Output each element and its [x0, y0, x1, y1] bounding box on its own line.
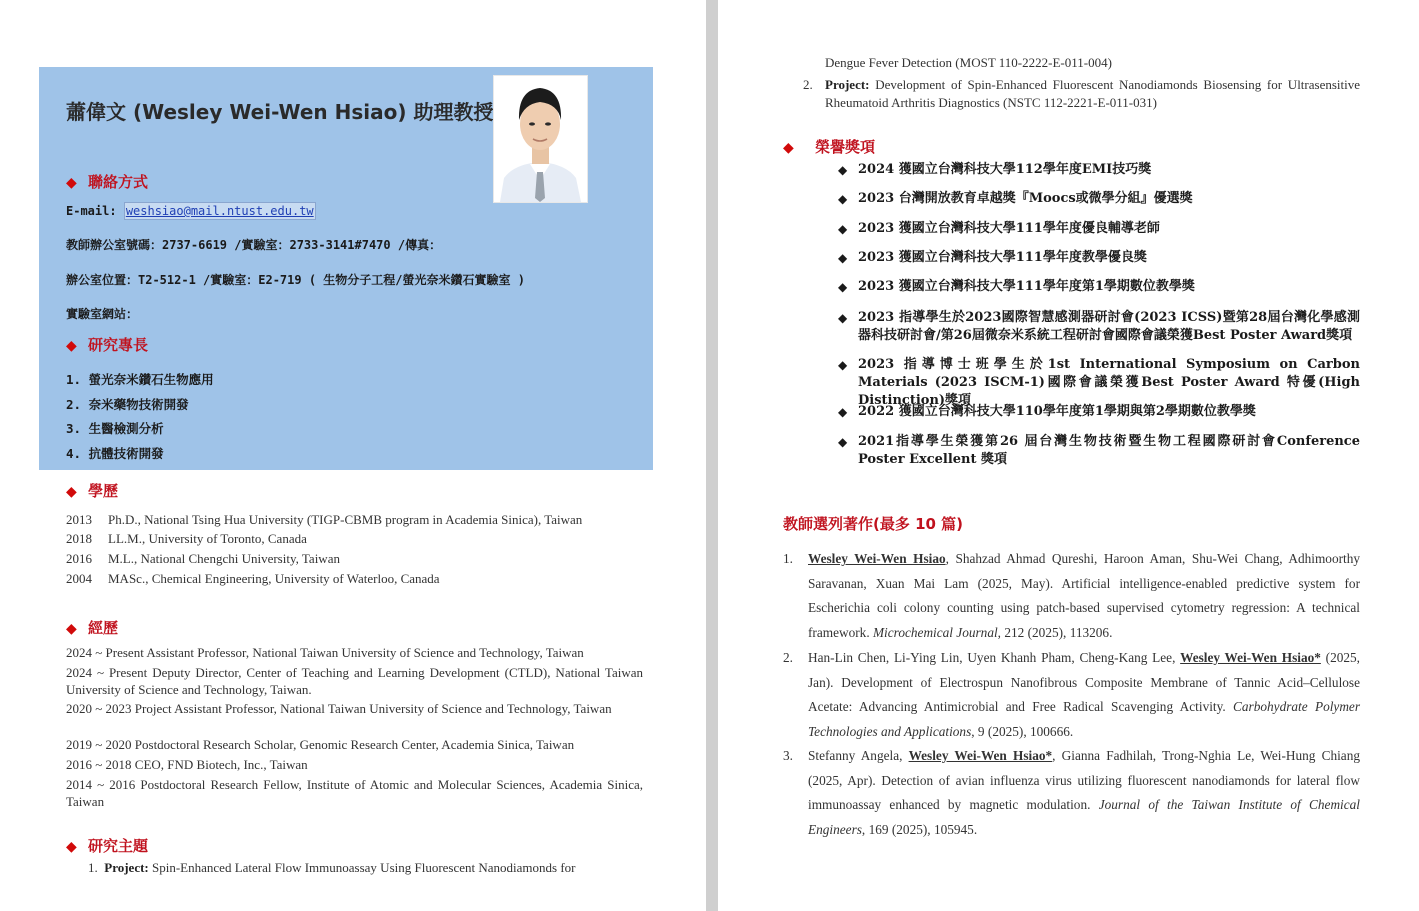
email-label: E-mail:	[66, 204, 117, 218]
experience-row: 2014 ~ 2016 Postdoctoral Research Fellow, Institute of Atomic and Molecular Sciences, Academia Sinica, Taiwan	[66, 777, 643, 809]
award-item: ◆ 2023 獲國立台灣科技大學111學年度教學優良獎	[838, 250, 1147, 265]
experience-row: 2016 ~ 2018 CEO, FND Biotech, Inc., Taiwan	[66, 757, 308, 772]
award-item: ◆ 2023 台灣開放教育卓越獎『Moocs或微學分組』優選獎	[838, 191, 1193, 206]
award-item: ◆ 2023 獲國立台灣科技大學111學年度第1學期數位教學獎	[838, 279, 1195, 294]
experience-row: 2024 ~ Present Deputy Director, Center of Teaching and Learning Development (CTLD), National Taiwan University of Science and Technology, Taiwan.	[66, 665, 643, 697]
research-topics-heading: ◆ 研究主題	[66, 837, 149, 855]
experience-row: 2019 ~ 2020 Postdoctoral Research Scholar, Genomic Research Center, Academia Sinica, Taiwan	[66, 737, 575, 752]
experience-row: 2024 ~ Present Assistant Professor, National Taiwan University of Science and Technology, Taiwan	[66, 645, 584, 660]
project-item-continuation: Dengue Fever Detection (MOST 110-2222-E-011-004)	[825, 55, 1112, 70]
author-highlight: Wesley Wei-Wen Hsiao*	[1180, 650, 1321, 665]
education-row: 2016 M.L., National Chengchi University, Taiwan	[66, 551, 340, 566]
specialty-item: 4. 抗體技術開發	[66, 446, 164, 461]
award-item: ◆ 2023 指導學生於2023國際智慧感測器研討會(2023 ICSS)暨第28屆台灣化學感測器科技研討會/第26屆微奈米系統工程研討會國際會議榮獲Best Poster Award獎項	[838, 310, 1360, 343]
phone-line: 教師辦公室號碼：2737-6619 /實驗室：2733-3141#7470 /傳真：	[66, 238, 442, 252]
page-title: 蕭偉文 (Wesley Wei-Wen Hsiao) 助理教授	[66, 100, 494, 124]
publication-item: 1. Wesley Wei-Wen Hsiao, Shahzad Ahmad Qureshi, Haroon Aman, Shu-Wei Chang, Adhimoorthy Saravanan, Xuan Mai Lam (2025, May). Artificial intelligence-enabled predictive system for Escherichia coli colony counting using patch-based supervised cytometry regression: A technical framework. Microchemical Journal, 212 (2025), 113206.	[783, 551, 1361, 640]
email-line	[66, 204, 316, 218]
author-highlight: Wesley Wei-Wen Hsiao*	[908, 748, 1053, 763]
project-item: 2. Project: Development of Spin-Enhanced Fluorescent Nanodiamonds Biosensing for Ultrasensitive Rheumatoid Arthritis Diagnostics (NSTC 112-2221-E-011-031)	[803, 77, 1361, 110]
award-item: ◆ 2023 指導博士班學生於1st International Symposium on Carbon Materials (2023 ISCM-1)國際會議榮獲Best Poster Award 特優(High Distinction)獎項	[838, 357, 1360, 408]
diamond-bullet-icon: ◆	[838, 251, 848, 265]
specialty-item: 1. 螢光奈米鑽石生物應用	[66, 372, 214, 387]
contact-heading: ◆ 聯絡方式	[66, 173, 149, 191]
award-item: ◆ 2024 獲國立台灣科技大學112學年度EMI技巧獎	[838, 162, 1152, 177]
project-item: 1. Project: Spin-Enhanced Lateral Flow Immunoassay Using Fluorescent Nanodiamonds for	[88, 860, 576, 875]
diamond-bullet-icon: ◆	[66, 621, 77, 637]
publications-heading: 教師選列著作(最多 10 篇)	[783, 515, 964, 533]
education-row: 2013 Ph.D., National Tsing Hua University (TIGP-CBMB program in Academia Sinica), Taiwan	[66, 512, 583, 527]
publication-item: 3. Stefanny Angela, Wesley Wei-Wen Hsiao*, Gianna Fadhilah, Trong-Nghia Le, Wei-Hung Chiang (2025, Apr). Detection of avian influenza virus utilizing fluorescent nanodiamonds for lateral flow immunoassay enhanced by magnetic modulation. Journal of the Taiwan Institute of Chemical Engineers, 169 (2025), 105945.	[783, 748, 1360, 837]
publication-item: 2. Han-Lin Chen, Li-Ying Lin, Uyen Khanh Pham, Cheng-Kang Lee, Wesley Wei-Wen Hsiao* (2025, Jan). Development of Electrospun Nanofibrous Composite Membrane of Tannic Acid–Cellulose Acetate: Advancing Antimicrobial and Free Radical Scavenging Activity. Carbohydrate Polymer Technologies and Applications, 9 (2025), 100666.	[783, 650, 1360, 739]
diamond-bullet-icon: ◆	[838, 435, 848, 449]
diamond-bullet-icon: ◆	[838, 358, 848, 372]
diamond-bullet-icon: ◆	[783, 140, 794, 156]
author-highlight: Wesley Wei-Wen Hsiao	[808, 551, 946, 566]
diamond-bullet-icon: ◆	[66, 839, 77, 855]
education-row: 2018 LL.M., University of Toronto, Canada	[66, 531, 307, 546]
award-item: ◆ 2022 獲國立台灣科技大學110學年度第1學期與第2學期數位教學獎	[838, 404, 1256, 419]
diamond-bullet-icon: ◆	[838, 280, 848, 294]
honors-heading: ◆ 榮譽獎項	[783, 138, 876, 156]
experience-heading: ◆ 經歷	[66, 619, 119, 637]
diamond-bullet-icon: ◆	[838, 311, 848, 325]
page-gutter	[706, 0, 718, 911]
specialty-item: 3. 生醫檢測分析	[66, 421, 164, 436]
experience-row: 2020 ~ 2023 Project Assistant Professor, National Taiwan University of Science and Technology, Taiwan	[66, 701, 612, 716]
award-item: ◆ 2023 獲國立台灣科技大學111學年度優良輔導老師	[838, 221, 1160, 236]
diamond-bullet-icon: ◆	[66, 484, 77, 500]
award-item: ◆ 2021指導學生榮獲第26 屆台灣生物技術暨生物工程國際研討會Conference Poster Excellent 獎項	[838, 434, 1360, 467]
education-row: 2004 MASc., Chemical Engineering, University of Waterloo, Canada	[66, 571, 440, 586]
research-specialty-heading: ◆ 研究專長	[66, 336, 149, 354]
lab-site-line: 實驗室網站：	[66, 307, 139, 321]
specialty-item: 2. 奈米藥物技術開發	[66, 397, 189, 412]
profile-photo	[493, 75, 588, 203]
diamond-bullet-icon: ◆	[838, 192, 848, 206]
diamond-bullet-icon: ◆	[66, 338, 77, 354]
diamond-bullet-icon: ◆	[66, 175, 77, 191]
office-line: 辦公室位置：T2-512-1 /實驗室：E2-719 ( 生物分子工程/螢光奈米鑽石實驗室 )	[66, 273, 525, 287]
email-link[interactable]: weshsiao@mail.ntust.edu.tw	[125, 204, 314, 218]
diamond-bullet-icon: ◆	[838, 405, 848, 419]
diamond-bullet-icon: ◆	[838, 222, 848, 236]
diamond-bullet-icon: ◆	[838, 163, 848, 177]
education-heading: ◆ 學歷	[66, 482, 119, 500]
